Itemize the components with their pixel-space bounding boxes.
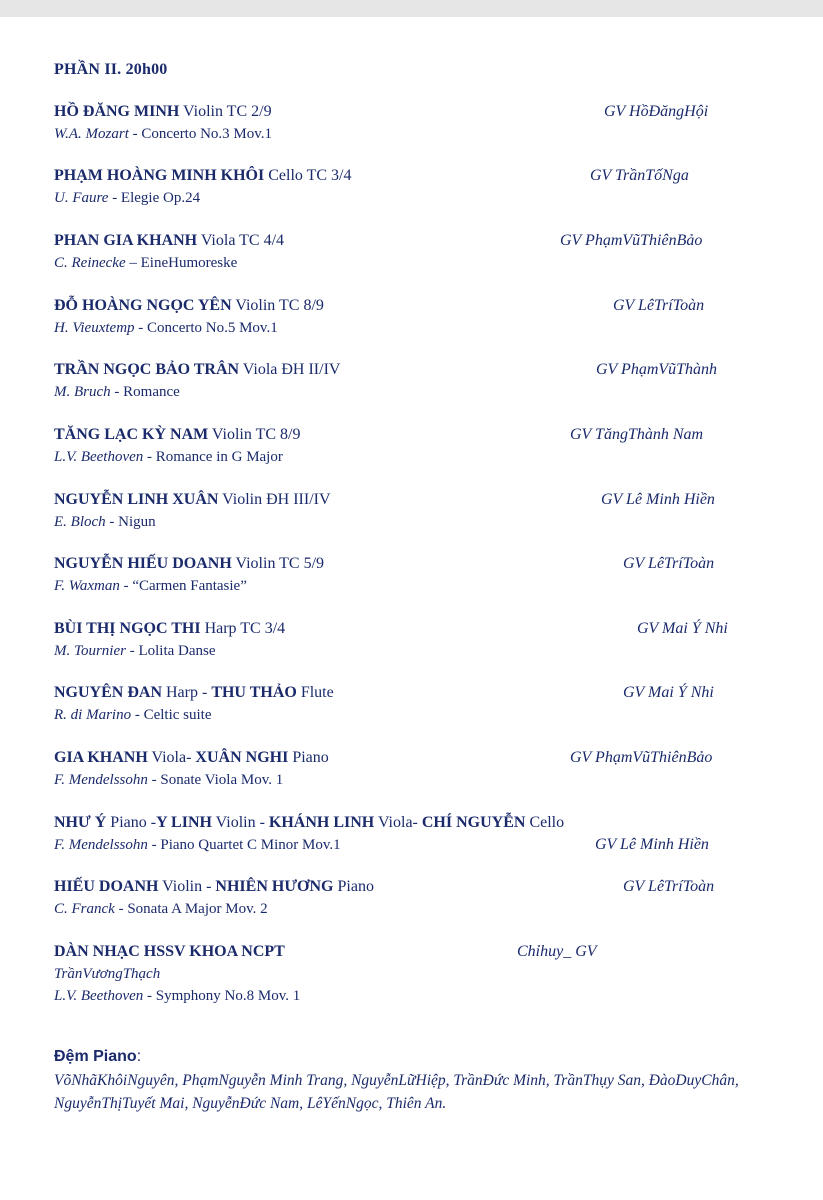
performer-name: NGUYÊN ĐAN (54, 684, 162, 701)
instrument-level: Harp - (162, 684, 212, 701)
program-entry (54, 619, 774, 661)
instrument-level: Harp TC 3/4 (200, 620, 286, 637)
program-entry (54, 231, 774, 273)
conductor: TrầnVươngThạch (54, 966, 161, 982)
instrument-level: Piano (333, 878, 374, 895)
piece: - “Carmen Fantasie” (119, 578, 247, 594)
piece: - Symphony No.8 Mov. 1 (143, 988, 301, 1004)
program-entry (54, 425, 774, 467)
composer: L.V. Beethoven (54, 988, 144, 1004)
accompanist-list: VõNhãKhôiNguyên, PhạmNguyễn Minh Trang, NguyễnLữHiệp, TrầnĐức Minh, TrầnThụy San, ĐàoDuyChân, NguyễnThịTuyết Mai, NguyễnĐức Nam, LêYếnNgọc, Thiên An. (54, 1072, 739, 1112)
teacher: GV Mai Ý Nhi (623, 684, 714, 701)
program-entry (54, 813, 774, 855)
piece: - Piano Quartet C Minor Mov.1 (147, 837, 341, 853)
performer-name: PHẠM HOÀNG MINH KHÔI (54, 167, 265, 184)
composer: R. di Marino (54, 707, 132, 723)
footer-colon: : (136, 1048, 142, 1065)
performer-name: NHIÊN HƯƠNG (215, 878, 334, 895)
piece: - Sonata A Major Mov. 2 (114, 901, 268, 917)
performer-name: XUÂN NGHI (195, 749, 289, 766)
piece: – EineHumoreske (125, 255, 238, 271)
teacher: GV LêTríToàn (623, 878, 715, 895)
composer: C. Reinecke (54, 255, 126, 271)
composer: L.V. Beethoven (54, 449, 144, 465)
performer-name: HỒ ĐĂNG MINH (54, 103, 180, 120)
instrument-level: Piano - (106, 814, 157, 831)
performer-name: GIA KHANH (54, 749, 148, 766)
performer-name: HIẾU DOANH (54, 878, 159, 895)
performer-name: BÙI THỊ NGỌC THI (54, 620, 201, 637)
program-entry (54, 360, 774, 402)
instrument-level: Flute (296, 684, 334, 701)
composer: M. Bruch (54, 384, 111, 400)
teacher: GV TrầnTốNga (590, 167, 689, 184)
instrument-level: Viola- (374, 814, 422, 831)
instrument-level: Violin TC 5/9 (231, 555, 325, 572)
program-entry (54, 554, 774, 596)
composer: C. Franck (54, 901, 115, 917)
teacher: GV Mai Ý Nhi (637, 620, 728, 637)
piece: - Celtic suite (131, 707, 212, 723)
piece: - Romance (110, 384, 180, 400)
footer-title: Đệm Piano (54, 1048, 137, 1065)
piece: - Lolita Danse (125, 643, 216, 659)
performer-name: NGUYỄN LINH XUÂN (54, 491, 219, 508)
piece: - Elegie Op.24 (108, 190, 201, 206)
teacher: GV LêTríToàn (623, 555, 715, 572)
program-entry (54, 102, 774, 144)
composer: U. Faure (54, 190, 109, 206)
performer-name: KHÁNH LINH (268, 814, 375, 831)
program-entry (54, 490, 774, 532)
performer-name: THU THẢO (211, 684, 297, 701)
instrument-level: Violin ĐH III/IV (218, 491, 331, 508)
piece: - Concerto No.3 Mov.1 (128, 126, 273, 142)
program-entry (54, 748, 774, 790)
composer: E. Bloch (54, 514, 106, 530)
section-title: PHẦN II. 20h00 (54, 61, 168, 78)
orchestra-name: DÀN NHẠC HSSV KHOA NCPT (54, 943, 285, 960)
instrument-level: Violin - (211, 814, 269, 831)
program-entry (54, 296, 774, 338)
performer-name: ĐỖ HOÀNG NGỌC YÊN (54, 297, 232, 314)
performer-name: TĂNG LẠC KỲ NAM (54, 426, 209, 443)
composer: F. Mendelssohn (54, 772, 148, 788)
performer-name: CHÍ NGUYỄN (421, 814, 526, 831)
piece: - Concerto No.5 Mov.1 (134, 320, 278, 336)
composer: M. Tournier (54, 643, 126, 659)
instrument-level: Violin TC 8/9 (208, 426, 301, 443)
conductor-label: Chỉhuy_ GV (517, 943, 597, 960)
teacher: GV Lê Minh Hiền (595, 836, 709, 853)
instrument-level: Violin TC 8/9 (231, 297, 324, 314)
teacher: GV Lê Minh Hiền (601, 491, 715, 508)
composer: F. Waxman (54, 578, 120, 594)
program-entry (54, 683, 774, 725)
instrument-level: Viola ĐH II/IV (239, 361, 341, 378)
piece: - Nigun (105, 514, 156, 530)
piano-accompaniment (54, 1048, 774, 1115)
instrument-level: Cello (525, 814, 565, 831)
program-entry (54, 877, 774, 919)
performer-name: NHƯ Ý (54, 814, 107, 831)
composer: W.A. Mozart (54, 126, 129, 142)
performer-name: TRẦN NGỌC BẢO TRÂN (54, 361, 240, 378)
performer-name: Y LINH (156, 814, 212, 831)
instrument-level: Viola- (147, 749, 196, 766)
teacher: GV HồĐăngHội (604, 103, 709, 120)
instrument-level: Cello TC 3/4 (264, 167, 352, 184)
teacher: GV PhạmVũThiênBảo (560, 232, 703, 249)
instrument-level: Violin - (158, 878, 216, 895)
piece: - Romance in G Major (143, 449, 283, 465)
program-entry (54, 166, 774, 208)
teacher: GV LêTríToàn (613, 297, 705, 314)
instrument-level: Violin TC 2/9 (179, 103, 272, 120)
teacher: GV PhạmVũThành (596, 361, 718, 378)
composer: H. Vieuxtemp (54, 320, 135, 336)
instrument-level: Viola TC 4/4 (197, 232, 285, 249)
composer: F. Mendelssohn (54, 837, 148, 853)
instrument-level: Piano (288, 749, 329, 766)
performer-name: PHAN GIA KHANH (54, 232, 198, 249)
orchestra-entry (54, 942, 774, 1006)
teacher: GV PhạmVũThiênBảo (570, 749, 713, 766)
top-bar (0, 0, 823, 17)
piece: - Sonate Viola Mov. 1 (147, 772, 284, 788)
teacher: GV TăngThành Nam (570, 426, 704, 443)
performer-name: NGUYỄN HIẾU DOANH (54, 555, 232, 572)
